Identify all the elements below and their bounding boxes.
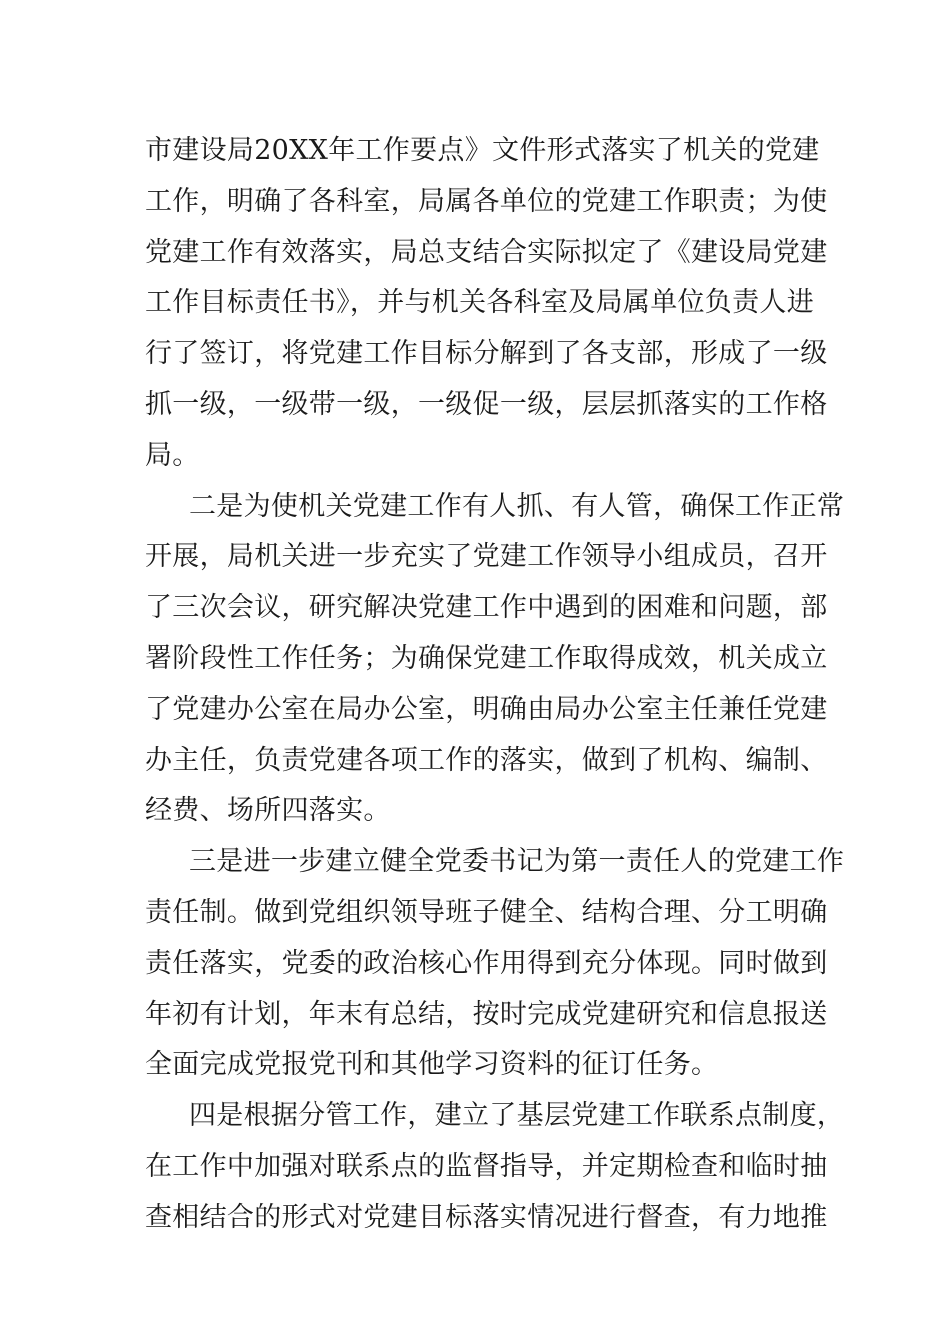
text-line: 查相结合的形式对党建目标落实情况进行督查，有力地推 bbox=[145, 1201, 828, 1233]
text-line: 党建工作有效落实，局总支结合实际拟定了《建设局党建 bbox=[145, 236, 828, 268]
text-line: 署阶段性工作任务；为确保党建工作取得成效，机关成立 bbox=[145, 642, 828, 674]
paragraph-4 bbox=[145, 1091, 845, 1243]
document-body bbox=[145, 126, 845, 1244]
text-line: 抓一级，一级带一级，一级促一级，层层抓落实的工作格 bbox=[145, 388, 828, 420]
text-line: 二是为使机关党建工作有人抓、有人管，确保工作正常 bbox=[189, 490, 845, 522]
text-line: 了党建办公室在局办公室，明确由局办公室主任兼任党建 bbox=[145, 693, 828, 725]
paragraph-1 bbox=[145, 126, 828, 482]
text-line: 责任制。做到党组织领导班子健全、结构合理、分工明确 bbox=[145, 896, 828, 928]
text-line: 了三次会议，研究解决党建工作中遇到的困难和问题，部 bbox=[145, 592, 828, 624]
text-line: 四是根据分管工作，建立了基层党建工作联系点制度， bbox=[189, 1100, 845, 1132]
text-line: 办主任，负责党建各项工作的落实，做到了机构、编制、 bbox=[145, 744, 828, 776]
text-line: 行了签订，将党建工作目标分解到了各支部，形成了一级 bbox=[145, 338, 828, 370]
text-line: 工作，明确了各科室，局属各单位的党建工作职责；为使 bbox=[145, 185, 828, 217]
paragraph-3 bbox=[145, 837, 845, 1091]
text-line: 经费、场所四落实。 bbox=[145, 795, 391, 827]
text-line: 年初有计划，年末有总结，按时完成党建研究和信息报送 bbox=[145, 998, 828, 1030]
text-line: 在工作中加强对联系点的监督指导，并定期检查和临时抽 bbox=[145, 1150, 828, 1182]
text-line: 工作目标责任书》，并与机关各科室及局属单位负责人进 bbox=[145, 287, 814, 319]
paragraph-2 bbox=[145, 482, 845, 838]
text-line: 责任落实，党委的政治核心作用得到充分体现。同时做到 bbox=[145, 947, 828, 979]
text-line: 市建设局20XX年工作要点》文件形式落实了机关的党建 bbox=[145, 135, 820, 166]
text-line: 三是进一步建立健全党委书记为第一责任人的党建工作 bbox=[189, 846, 845, 878]
text-line: 局。 bbox=[145, 439, 200, 471]
text-line: 开展，局机关进一步充实了党建工作领导小组成员，召开 bbox=[145, 541, 828, 573]
text-line: 全面完成党报党刊和其他学习资料的征订任务。 bbox=[145, 1049, 719, 1081]
